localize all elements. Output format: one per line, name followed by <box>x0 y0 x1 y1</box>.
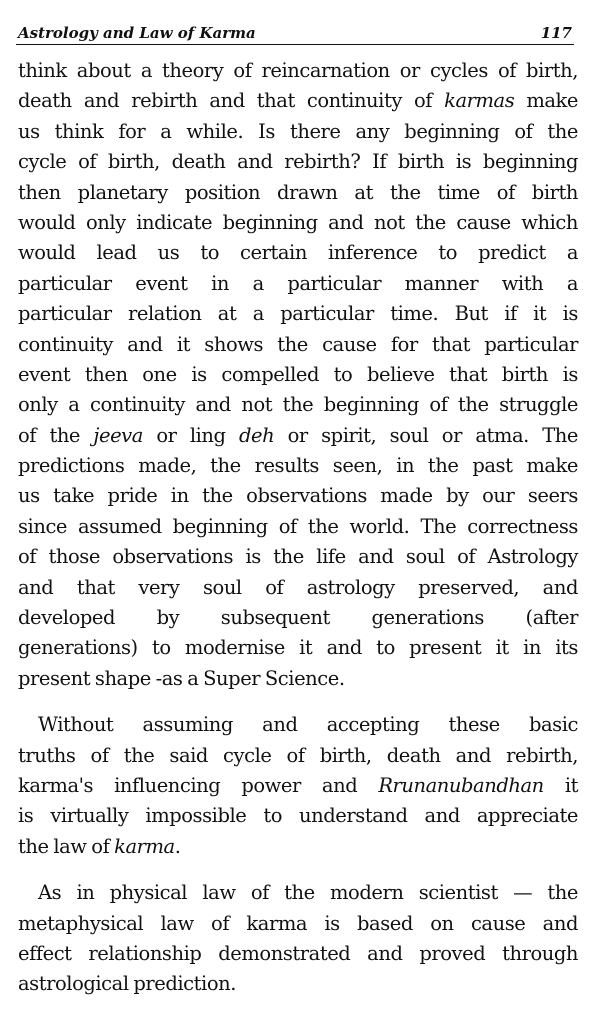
text-run: event then one is compelled to believe that birth is <box>18 362 578 386</box>
italic-term: jeeva <box>93 423 143 447</box>
italic-term: karma <box>114 834 175 858</box>
text-line <box>18 86 578 116</box>
text-line <box>18 741 578 771</box>
text-run: Without assuming and accepting these basic <box>38 713 578 737</box>
text-run: then planetary position drawn at the time of birth <box>18 180 578 204</box>
text-run: the law of <box>18 834 115 858</box>
text-run: present shape -as a Super Science. <box>18 666 345 690</box>
text-line <box>18 878 578 908</box>
text-line <box>18 208 578 238</box>
text-run: . <box>174 834 181 858</box>
paragraph <box>18 710 578 862</box>
text-run: particular relation at a particular time. But if it is <box>18 302 578 326</box>
text-run: As in physical law of the modern scientist — the <box>38 881 578 905</box>
text-line <box>18 330 578 360</box>
text-line <box>18 56 578 86</box>
text-line <box>18 633 578 663</box>
text-run: astrological prediction. <box>18 972 236 996</box>
text-line <box>18 801 578 831</box>
text-run: continuity and it shows the cause for that particular <box>18 332 578 356</box>
running-header <box>18 20 572 42</box>
header-title: Astrology and Law of Karma <box>18 24 256 42</box>
text-run: truths of the said cycle of birth, death and rebirth, <box>18 743 578 767</box>
text-line <box>18 481 578 511</box>
text-line <box>18 178 578 208</box>
text-run: particular event in a particular manner with a <box>18 271 578 295</box>
text-line <box>18 360 578 390</box>
text-run: and that very soul of astrology preserved, and <box>18 575 578 599</box>
text-run: metaphysical law of karma is based on cause and <box>18 911 578 935</box>
text-run: since assumed beginning of the world. The correctness <box>18 514 578 538</box>
text-line <box>18 969 578 999</box>
text-line <box>18 238 578 268</box>
text-run: developed by subsequent generations (after <box>18 606 578 630</box>
text-run: would lead us to certain inference to predict a <box>18 241 578 265</box>
text-run: think about a theory of reincarnation or cycles of birth, <box>18 59 578 82</box>
text-run: karma's influencing power and <box>18 773 379 797</box>
text-line <box>18 421 578 451</box>
text-run: us think for a while. Is there any beginning of the <box>18 119 578 143</box>
page-number: 117 <box>540 24 572 42</box>
text-line <box>18 710 578 740</box>
text-run: or ling <box>142 423 239 447</box>
text-run: predictions made, the results seen, in the past make <box>18 454 578 478</box>
text-run: it <box>543 773 579 797</box>
text-run: death and rebirth and that continuity of <box>18 89 445 113</box>
italic-term: Rrunanubandhan <box>378 773 544 797</box>
text-run: would only indicate beginning and not the cause which <box>18 210 578 234</box>
text-line <box>18 117 578 147</box>
italic-term: karmas <box>444 89 515 113</box>
paragraph <box>18 878 578 1000</box>
text-line <box>18 390 578 420</box>
text-line <box>18 147 578 177</box>
text-run: us take pride in the observations made by our seers <box>18 484 578 508</box>
text-line <box>18 664 578 694</box>
header-rule <box>16 44 574 45</box>
text-run: make <box>514 89 578 113</box>
italic-term: deh <box>238 423 275 447</box>
text-run: of those observations is the life and soul of Astrology <box>18 545 578 569</box>
text-run: of the <box>18 423 94 447</box>
text-run: is virtually impossible to understand and appreciate <box>18 804 578 828</box>
paragraph-gap <box>18 862 578 878</box>
text-line <box>18 573 578 603</box>
text-run: effect relationship demonstrated and proved through <box>18 941 578 965</box>
text-line <box>18 832 578 862</box>
text-run: or spirit, soul or atma. The <box>274 423 579 447</box>
text-line <box>18 512 578 542</box>
text-run: generations) to modernise it and to present it in its <box>18 636 578 660</box>
body-text <box>18 56 578 1000</box>
text-line <box>18 771 578 801</box>
paragraph <box>18 56 578 694</box>
text-line <box>18 909 578 939</box>
text-line <box>18 542 578 572</box>
text-line <box>18 939 578 969</box>
paragraph-gap <box>18 694 578 710</box>
text-line <box>18 269 578 299</box>
text-line <box>18 451 578 481</box>
text-line <box>18 299 578 329</box>
text-line <box>18 603 578 633</box>
text-run: only a continuity and not the beginning of the struggle <box>18 393 578 417</box>
text-run: cycle of birth, death and rebirth? If birth is beginning <box>18 150 578 174</box>
